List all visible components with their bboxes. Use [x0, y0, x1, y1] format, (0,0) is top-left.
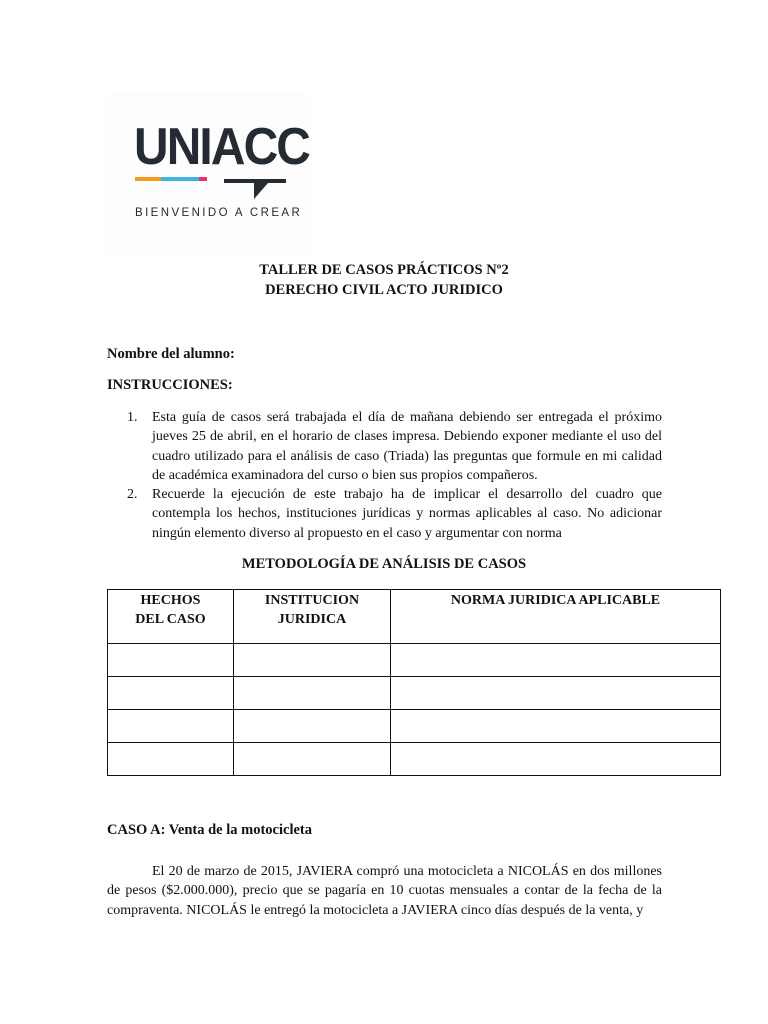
instructions-heading: INSTRUCCIONES: [107, 377, 233, 393]
table-cell[interactable] [234, 743, 391, 776]
table-cell[interactable] [108, 710, 234, 743]
logo-tagline: BIENVENIDO A CREAR [135, 207, 303, 219]
table-header-row [108, 590, 721, 644]
table-cell[interactable] [391, 677, 721, 710]
table-cell[interactable] [234, 710, 391, 743]
table-row [108, 743, 721, 776]
table-row [108, 677, 721, 710]
instruction-number: 1. [127, 410, 138, 425]
case-a-title: CASO A: Venta de la motocicleta [107, 822, 312, 838]
logo-stripe-pink [199, 177, 207, 181]
instructions-list [107, 408, 662, 543]
document-subtitle: DERECHO CIVIL ACTO JURIDICO [265, 282, 503, 298]
table-cell[interactable] [234, 644, 391, 677]
uniacc-logo [106, 93, 310, 255]
table-row [108, 644, 721, 677]
table-cell[interactable] [391, 710, 721, 743]
logo-stripe-orange [135, 177, 161, 181]
case-a-body: El 20 de marzo de 2015, JAVIERA compró una motocicleta a NICOLÁS en dos millones de pesos ($2.000.000), precio que se pagaría en 10 cuotas mensuales a contar de la fecha de la compraventa. NICOLÁS le entregó la motocicleta a JAVIERA cinco días después de la venta, y [107, 864, 662, 918]
logo-wordmark: UNIACC [134, 118, 310, 176]
column-header-norm: NORMA JURIDICA APLICABLE [391, 590, 721, 644]
table-cell[interactable] [108, 743, 234, 776]
instruction-item [107, 485, 662, 543]
column-header-facts: HECHOS DEL CASO [108, 590, 234, 644]
table-cell[interactable] [108, 677, 234, 710]
column-header-institution: INSTITUCION JURIDICA [234, 590, 391, 644]
table-cell[interactable] [234, 677, 391, 710]
instruction-item [107, 408, 662, 485]
table-cell[interactable] [391, 743, 721, 776]
methodology-title: METODOLOGÍA DE ANÁLISIS DE CASOS [241, 556, 527, 572]
instruction-text: Recuerde la ejecución de este trabajo ha de implicar el desarrollo del cuadro que contempla los hechos, instituciones jurídicas y normas aplicables al caso. No adicionar ningún elemento diverso al propuesto en el caso y argumentar con norma [152, 487, 662, 541]
instruction-text: Esta guía de casos será trabajada el día de mañana debiendo ser entregada el próximo jueves 25 de abril, en el horario de clases impresa. Debiendo exponer mediante el uso del cuadro utilizado para el análisis de caso (Triada) las preguntas que formule en mi calidad de académica examinadora del curso o bien sus propios compañeros. [152, 410, 662, 483]
instruction-number: 2. [127, 487, 138, 503]
analysis-table [107, 589, 721, 776]
table-cell[interactable] [108, 644, 234, 677]
student-name-label: Nombre del alumno: [107, 346, 235, 362]
table-cell[interactable] [391, 644, 721, 677]
logo-stripe-blue [161, 177, 199, 181]
speech-bubble-icon [224, 177, 288, 203]
document-title: TALLER DE CASOS PRÁCTICOS Nº2 [259, 262, 509, 278]
table-row [108, 710, 721, 743]
